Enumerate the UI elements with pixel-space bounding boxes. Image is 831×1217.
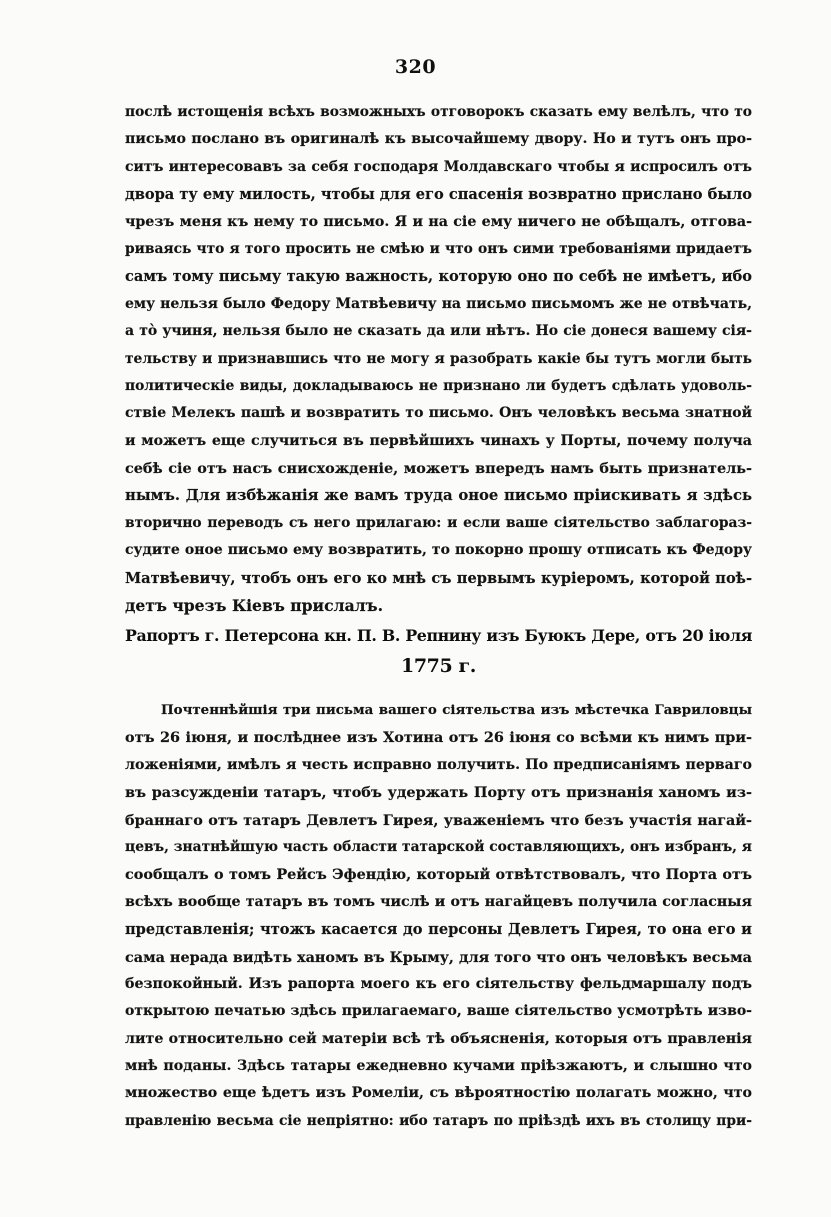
text-line: въ разсужденіи татаръ, чтобъ удержать Порту отъ признанія ханомъ из-	[125, 784, 752, 802]
text-line: Почтеннѣйшія три письма вашего сіятельства изъ мѣстечка Гавриловцы	[161, 702, 752, 718]
page-number: 320	[394, 56, 437, 78]
heading-line: 1775 г.	[401, 655, 476, 677]
text-line: судите оное письмо ему возвратить, то покорно прошу отписать къ Федору	[125, 542, 752, 559]
text-line: всѣхъ вообще татаръ въ томъ числѣ и отъ нагайцевъ получила согласныя	[125, 893, 752, 910]
text-line: отъ 26 іюня, и послѣднее изъ Хотина отъ 26 іюня со всѣми къ нимъ при-	[125, 729, 752, 747]
text-line: множество еще ѣдетъ изъ Ромеліи, съ вѣроятностію полагать можно, что	[125, 1085, 752, 1102]
text-line: нымъ. Для избѣжанія же вамъ труда оное письмо пріискивать я здѣсь	[125, 487, 752, 505]
text-line: и можетъ еще случиться въ первѣйшихъ чинахъ у Порты, почему получа	[125, 432, 752, 449]
text-line: Матвѣевичу, чтобъ онъ его ко мнѣ съ первымъ куріеромъ, которой поѣ-	[125, 569, 752, 587]
text-line: цевъ, знатнѣйшую часть области татарской составляющихъ, онъ избранъ, я	[125, 838, 752, 855]
heading-line: Рапортъ г. Петерсона кн. П. В. Репнину изъ Буюкъ Дере, отъ 20 іюля	[125, 626, 752, 645]
text-line: мнѣ поданы. Здѣсь татары ежедневно кучами пріѣзжаютъ, и слышно что	[125, 1058, 752, 1075]
text-line: ему нельзя было Федору Матвѣевичу на письмо письмомъ же не отвѣчать,	[125, 295, 752, 312]
text-line: ситъ интересовавъ за себя господаря Молдавскаго чтобы я испросилъ отъ	[125, 158, 752, 175]
text-line: безпокойный. Изъ рапорта моего къ его сіятельству фельдмаршалу подъ	[125, 975, 752, 992]
text-line: детъ чрезъ Кіевъ прислалъ.	[125, 596, 384, 616]
text-line: ствіе Мелекъ пашѣ и возвратить то письмо. Онъ человѣкъ весьма знатной	[125, 405, 752, 422]
text-line: ложеніями, имѣлъ я честь исправно получить. По предписаніямъ перваго	[125, 756, 752, 773]
section-heading	[125, 621, 752, 681]
text-line: чрезъ меня къ нему то письмо. Я и на сіе ему ничего не обѣщалъ, отгова-	[125, 213, 752, 230]
text-line: представленія; чтожъ касается до персоны Девлетъ Гирея, то она его и	[125, 921, 752, 939]
text-line: вторично переводъ съ него прилагаю: и если ваше сіятельство заблагораз-	[125, 514, 752, 531]
text-line: риваясь что я того просить не смѣю и что онъ сими требованіями придаетъ	[125, 240, 752, 257]
text-line: сообщалъ о томъ Рейсъ Эфендію, который отвѣтствовалъ, что Порта отъ	[125, 866, 752, 884]
text-line: а тò учиня, нельзя было не сказать да или нѣтъ. Но сіе донеся вашему сія-	[125, 323, 752, 340]
text-line: политическіе виды, докладываюсь не признано ли будетъ сдѣлать удоволь-	[125, 377, 752, 394]
text-line: браннаго отъ татаръ Девлетъ Гирея, уваженіемъ что безъ участія нагай-	[125, 811, 752, 829]
text-line: письмо послано въ оригиналѣ къ высочайшему двору. Но и тутъ онъ про-	[125, 131, 752, 148]
text-line: лите относительно сей матеріи всѣ тѣ объясненія, которыя отъ правленія	[125, 1030, 752, 1047]
text-line: сама нерада видѣть ханомъ въ Крыму, для того что онъ человѣкъ весьма	[125, 948, 753, 966]
text-line: тельству и признавшись что не могу я разобрать какіе бы тутъ могли быть	[125, 350, 752, 367]
text-line: себѣ сіе отъ насъ снисхожденіе, можетъ впередъ намъ быть признатель-	[125, 460, 752, 478]
paragraph-1	[125, 99, 752, 619]
text-line: двора ту ему милость, чтобы для его спасенія возвратно прислано было	[125, 186, 752, 204]
text-line: открытою печатью здѣсь прилагаемаго, ваше сіятельство усмотрѣть изво-	[125, 1003, 752, 1020]
text-line: самъ тому письму такую важность, которую оно по себѣ не имѣетъ, ибо	[125, 268, 752, 286]
text-line: послѣ истощенія всѣхъ возможныхъ отговорокъ сказать ему велѣлъ, что то	[125, 104, 752, 120]
text-line: правленію весьма сіе непріятно: ибо татаръ по пріѣздѣ ихъ въ столицу при-	[125, 1112, 752, 1129]
paragraph-2	[125, 697, 752, 1135]
